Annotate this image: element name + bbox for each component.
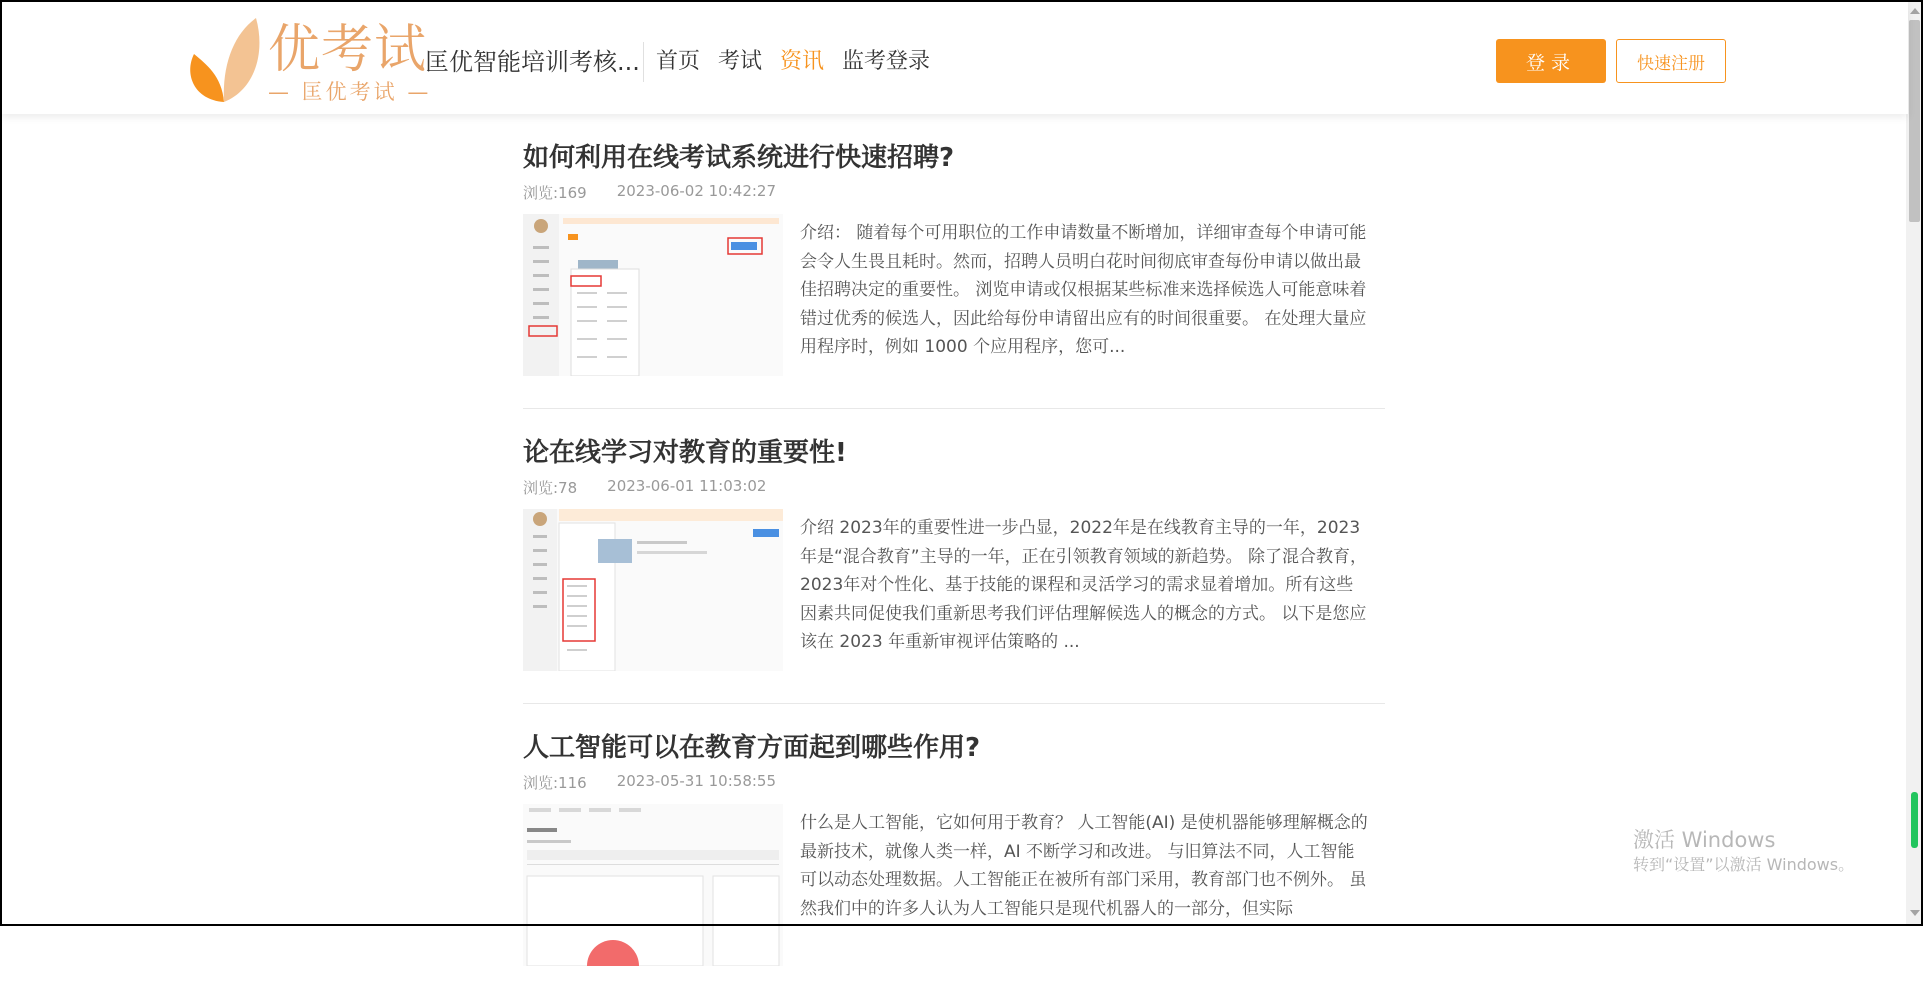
nav-proctor-login[interactable]: 监考登录 — [842, 49, 931, 74]
article-title[interactable]: 人工智能可以在教育方面起到哪些作用? — [523, 733, 981, 763]
article-meta — [523, 772, 776, 793]
watermark-subtitle: 转到“设置”以激活 Windows。 — [1633, 855, 1855, 874]
article-item — [523, 114, 1385, 409]
article-meta — [523, 477, 766, 498]
register-button[interactable]: 快速注册 — [1616, 39, 1726, 83]
article-summary: 介绍： 随着每个可用职位的工作申请数量不断增加，详细审查每个申请可能会令人生畏且耗时。然而，招聘人员明白花时间彻底审查每份申请以做出最佳招聘决定的重要性。 浏览申请或仅根据某些标准来选择候选人可能意味着错过优秀的候选人，因此给每份申请留出应有的时间很重要。 在处理大量应用程序时，例如 1000 个应用程序，您可... — [800, 223, 1367, 357]
thumbnail-screenshot-icon — [523, 804, 783, 966]
nav-home[interactable]: 首页 — [656, 49, 701, 74]
watermark-title: 激活 Windows — [1633, 828, 1776, 852]
site-logo[interactable] — [184, 14, 432, 108]
logo-subtitle: — 匡优考试 — — [268, 80, 432, 104]
thumbnail-screenshot-icon — [523, 509, 783, 671]
article-summary: 介绍 2023年的重要性进一步凸显，2022年是在线教育主导的一年，2023年是“混合教育”主导的一年，正在引领教育领域的新趋势。 除了混合教育，2023年对个性化、基于技能的课程和灵活学习的需求显着增加。所有这些因素共同促使我们重新思考我们评估理解候选人的概念的方式。 以下是您应该在 2023 年重新审视评估策略的 ... — [800, 518, 1368, 652]
article-views: 浏览:116 — [523, 774, 587, 792]
article-views: 浏览:78 — [523, 479, 578, 497]
nav-news[interactable]: 资讯 — [780, 49, 825, 74]
article-thumbnail[interactable] — [523, 509, 783, 671]
scroll-down-icon[interactable] — [1910, 910, 1920, 916]
vertical-scrollbar[interactable] — [1906, 2, 1923, 924]
login-button[interactable]: 登录 — [1496, 39, 1606, 83]
scroll-up-icon[interactable] — [1910, 8, 1920, 14]
article-meta — [523, 182, 776, 203]
logo-title: 优考试 — [268, 20, 428, 80]
article-title[interactable]: 如何利用在线考试系统进行快速招聘? — [523, 143, 955, 173]
header-divider — [643, 42, 644, 82]
site-header — [2, 2, 1908, 114]
article-summary: 什么是人工智能，它如何用于教育？ 人工智能(AI) 是使机器能够理解概念的最新技术，就像人类一样，AI 不断学习和改进。 与旧算法不同，人工智能可以动态处理数据。人工智能正在被所有部门采用，教育部门也不例外。 虽然我们中的许多人认为人工智能只是现代机器人的一部分，但实际 — [800, 813, 1368, 919]
scrollbar-thumb[interactable] — [1909, 20, 1920, 222]
scroll-indicator — [1911, 792, 1918, 848]
article-date: 2023-05-31 10:58:55 — [616, 772, 776, 790]
article-list — [523, 114, 1385, 999]
windows-activation-watermark — [1633, 826, 1854, 876]
organization-name: 匡优智能培训考核... — [425, 48, 640, 76]
article-date: 2023-06-01 11:03:02 — [607, 477, 767, 495]
article-item — [523, 409, 1385, 704]
logo-leaf-icon — [184, 14, 266, 106]
main-nav — [656, 46, 948, 78]
thumbnail-screenshot-icon — [523, 214, 783, 376]
article-thumbnail[interactable] — [523, 804, 783, 966]
article-item — [523, 704, 1385, 999]
article-thumbnail[interactable] — [523, 214, 783, 376]
nav-exam[interactable]: 考试 — [718, 49, 763, 74]
article-views: 浏览:169 — [523, 184, 587, 202]
article-date: 2023-06-02 10:42:27 — [616, 182, 776, 200]
article-title[interactable]: 论在线学习对教育的重要性! — [523, 438, 847, 468]
